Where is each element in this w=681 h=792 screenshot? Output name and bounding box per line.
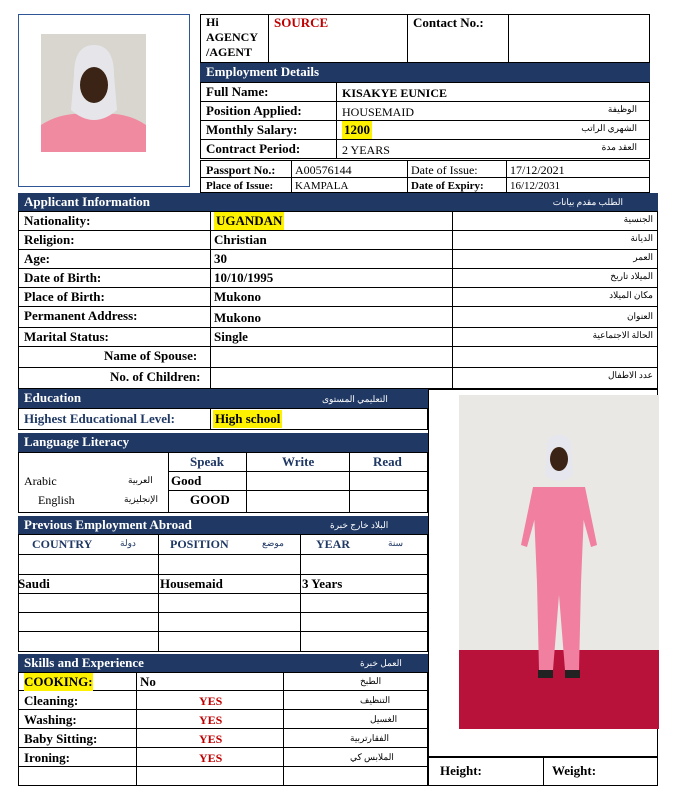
- language-header: Language Literacy: [18, 433, 428, 452]
- education-arabic: التعليمي المستوى: [322, 394, 388, 404]
- religion-arabic: الديانة: [630, 233, 653, 243]
- prev-row-year: 3 Years: [302, 576, 343, 591]
- place-of-birth-label: Place of Birth:: [24, 289, 105, 304]
- spouse-label: Name of Spouse:: [104, 348, 198, 363]
- washing-arabic: الغسيل: [370, 714, 398, 724]
- expiry-value: 16/12/2031: [510, 180, 561, 192]
- lang-arabic-speak: Good: [171, 473, 202, 488]
- contact-label: Contact No.:: [413, 15, 484, 30]
- prev-col-position: POSITION: [170, 537, 229, 551]
- address-value: Mukono: [214, 310, 261, 325]
- weight-label: Weight:: [552, 763, 597, 778]
- baby-sitting-label: Baby Sitting:: [24, 731, 98, 746]
- previous-employment-arabic: البلاد خارج خبرة: [330, 520, 389, 530]
- prev-row-country: Saudi: [18, 576, 50, 591]
- address-arabic: العنوان: [626, 311, 653, 321]
- ironing-arabic: الملابس كي: [350, 752, 394, 762]
- address-label: Permanent Address:: [24, 308, 138, 323]
- marital-label: Marital Status:: [24, 329, 109, 344]
- cooking-value: No: [140, 674, 156, 689]
- age-arabic: العمر: [633, 252, 653, 262]
- place-of-birth-arabic: مكان الميلاد: [609, 290, 653, 300]
- expiry-label: Date of Expiry:: [411, 180, 484, 192]
- age-label: Age:: [24, 251, 50, 266]
- previous-employment-header: Previous Employment Abroad: [18, 516, 428, 534]
- education-level-value: High school: [215, 411, 281, 426]
- dob-arabic: الميلاد تاريخ: [610, 271, 653, 281]
- place-issue-label: Place of Issue:: [206, 180, 274, 192]
- education-level-label: Highest Educational Level:: [24, 411, 175, 426]
- passport-label: Passport No.:: [206, 163, 276, 177]
- prev-col-position-arabic: موضع: [262, 538, 284, 548]
- prev-col-year: YEAR: [316, 537, 351, 551]
- nationality-value: UGANDAN: [216, 213, 283, 228]
- position-label: Position Applied:: [206, 103, 302, 118]
- cooking-label: COOKING:: [24, 674, 93, 689]
- skills-arabic: العمل خبرة: [360, 658, 402, 668]
- dob-label: Date of Birth:: [24, 270, 102, 285]
- contract-value: 2 YEARS: [342, 143, 390, 157]
- full-name-value: KISAKYE EUNICE: [342, 86, 448, 100]
- religion-label: Religion:: [24, 232, 75, 247]
- full-name-label: Full Name:: [206, 84, 269, 99]
- lang-col-speak: Speak: [190, 454, 224, 469]
- cleaning-label: Cleaning:: [24, 693, 79, 708]
- lang-arabic-arabic: العربية: [128, 475, 153, 485]
- nationality-arabic: الجنسية: [623, 214, 653, 224]
- applicant-info-header: Applicant Information: [18, 193, 658, 211]
- marital-arabic: الحالة الاجتماعية: [592, 330, 653, 340]
- height-label: Height:: [440, 763, 482, 778]
- religion-value: Christian: [214, 232, 267, 247]
- children-arabic: عدد الاطفال: [608, 370, 653, 380]
- fullbody-photo: [459, 395, 659, 729]
- prev-col-year-arabic: سنة: [388, 538, 404, 548]
- prev-col-country-arabic: دولة: [120, 538, 136, 548]
- baby-sitting-arabic: الفقارتربية: [350, 733, 389, 743]
- lang-english-name: English: [38, 493, 75, 507]
- place-issue-value: KAMPALA: [295, 180, 349, 192]
- issue-date-value: 17/12/2021: [510, 163, 565, 177]
- cooking-arabic: الطبخ: [360, 676, 382, 686]
- greeting-text: Hi AGENCY /AGENT: [206, 15, 258, 59]
- issue-date-label: Date of Issue:: [411, 163, 478, 177]
- washing-value: YES: [199, 713, 223, 727]
- marital-value: Single: [214, 329, 248, 344]
- lang-col-read: Read: [373, 454, 402, 469]
- cleaning-arabic: التنظيف: [360, 695, 391, 705]
- salary-value: 1200: [344, 122, 370, 137]
- place-of-birth-value: Mukono: [214, 289, 261, 304]
- age-value: 30: [214, 251, 227, 266]
- baby-sitting-value: YES: [199, 732, 223, 746]
- source-text: SOURCE: [274, 15, 329, 30]
- prev-col-country: COUNTRY: [32, 537, 93, 551]
- ironing-value: YES: [199, 751, 223, 765]
- position-arabic: الوظيفة: [607, 104, 637, 114]
- nationality-label: Nationality:: [24, 213, 91, 228]
- employment-details-header: Employment Details: [200, 63, 650, 82]
- children-label: No. of Children:: [110, 369, 201, 384]
- lang-english-arabic: الإنجليزية: [124, 494, 158, 504]
- washing-label: Washing:: [24, 712, 77, 727]
- contract-label: Contract Period:: [206, 141, 301, 156]
- cleaning-value: YES: [199, 694, 223, 708]
- passport-value: A00576144: [295, 163, 352, 177]
- prev-row-position: Housemaid: [160, 576, 223, 591]
- ironing-label: Ironing:: [24, 750, 70, 765]
- contract-arabic: العقد مدة: [601, 142, 637, 152]
- salary-arabic: الشهري الراتب: [581, 123, 637, 133]
- applicant-info-arabic: الطلب مقدم بيانات: [552, 197, 623, 207]
- lang-english-speak: GOOD: [190, 492, 230, 507]
- salary-label: Monthly Salary:: [206, 122, 298, 137]
- lang-col-write: Write: [282, 454, 315, 469]
- lang-arabic-name: Arabic: [24, 474, 57, 488]
- headshot-photo-frame: [18, 14, 190, 187]
- position-value: HOUSEMAID: [342, 105, 414, 119]
- skills-header: Skills and Experience: [18, 654, 428, 672]
- headshot-photo: [19, 15, 189, 186]
- dob-value: 10/10/1995: [214, 270, 274, 285]
- education-header: Education: [18, 389, 428, 408]
